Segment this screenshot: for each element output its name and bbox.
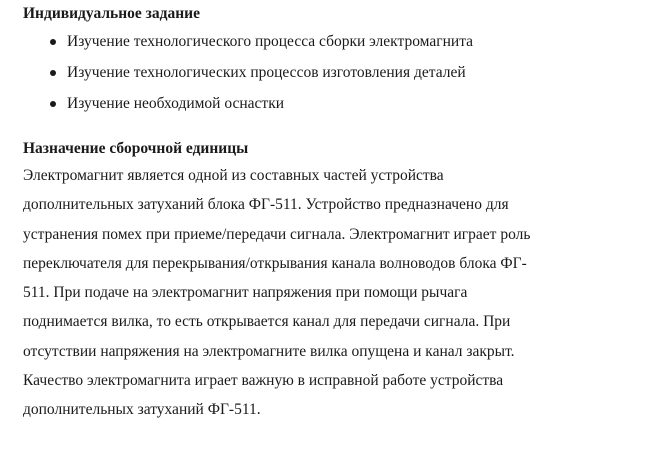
paragraph-line: поднимается вилка, то есть открывается канал для передачи сигнала. При — [23, 313, 511, 331]
list-item-text: Изучение необходимой оснастки — [67, 95, 285, 112]
list-item-text: Изучение технологических процессов изготовления деталей — [67, 64, 466, 81]
document — [23, 4, 653, 425]
paragraph-line: Качество электромагнита играет важную в исправной работе устройства — [23, 372, 504, 390]
list-item-text: Изучение технологического процесса сборки электромагнита — [67, 33, 474, 50]
paragraph-line: переключателя для перекрывания/открывания канала волноводов блока ФГ- — [23, 254, 527, 272]
paragraph-line: Электромагнит является одной из составных частей устройства — [23, 167, 444, 184]
list-item — [23, 94, 653, 114]
bullet-icon — [50, 101, 56, 107]
paragraph-line: отсутствии напряжения на электромагните вилка опущена и канал закрыт. — [23, 342, 515, 360]
assembly-purpose-paragraph — [23, 161, 653, 425]
paragraph-line: 511. При подаче на электромагнит напряжения при помощи рычага — [23, 284, 468, 302]
individual-task-heading: Индивидуальное задание — [23, 5, 200, 22]
list-item — [23, 63, 653, 83]
paragraph-line: устранения помех при приеме/передачи сигнала. Электромагнит играет роль — [23, 225, 531, 243]
paragraph-line: дополнительных затуханий блока ФГ-511. Устройство предназначено для — [23, 196, 509, 214]
assembly-purpose-heading: Назначение сборочной единицы — [23, 140, 249, 157]
bullet-icon — [50, 39, 56, 45]
bullet-icon — [50, 70, 56, 76]
paragraph-line: дополнительных затуханий ФГ-511. — [23, 401, 261, 419]
list-item — [23, 32, 653, 52]
task-list — [23, 32, 653, 114]
